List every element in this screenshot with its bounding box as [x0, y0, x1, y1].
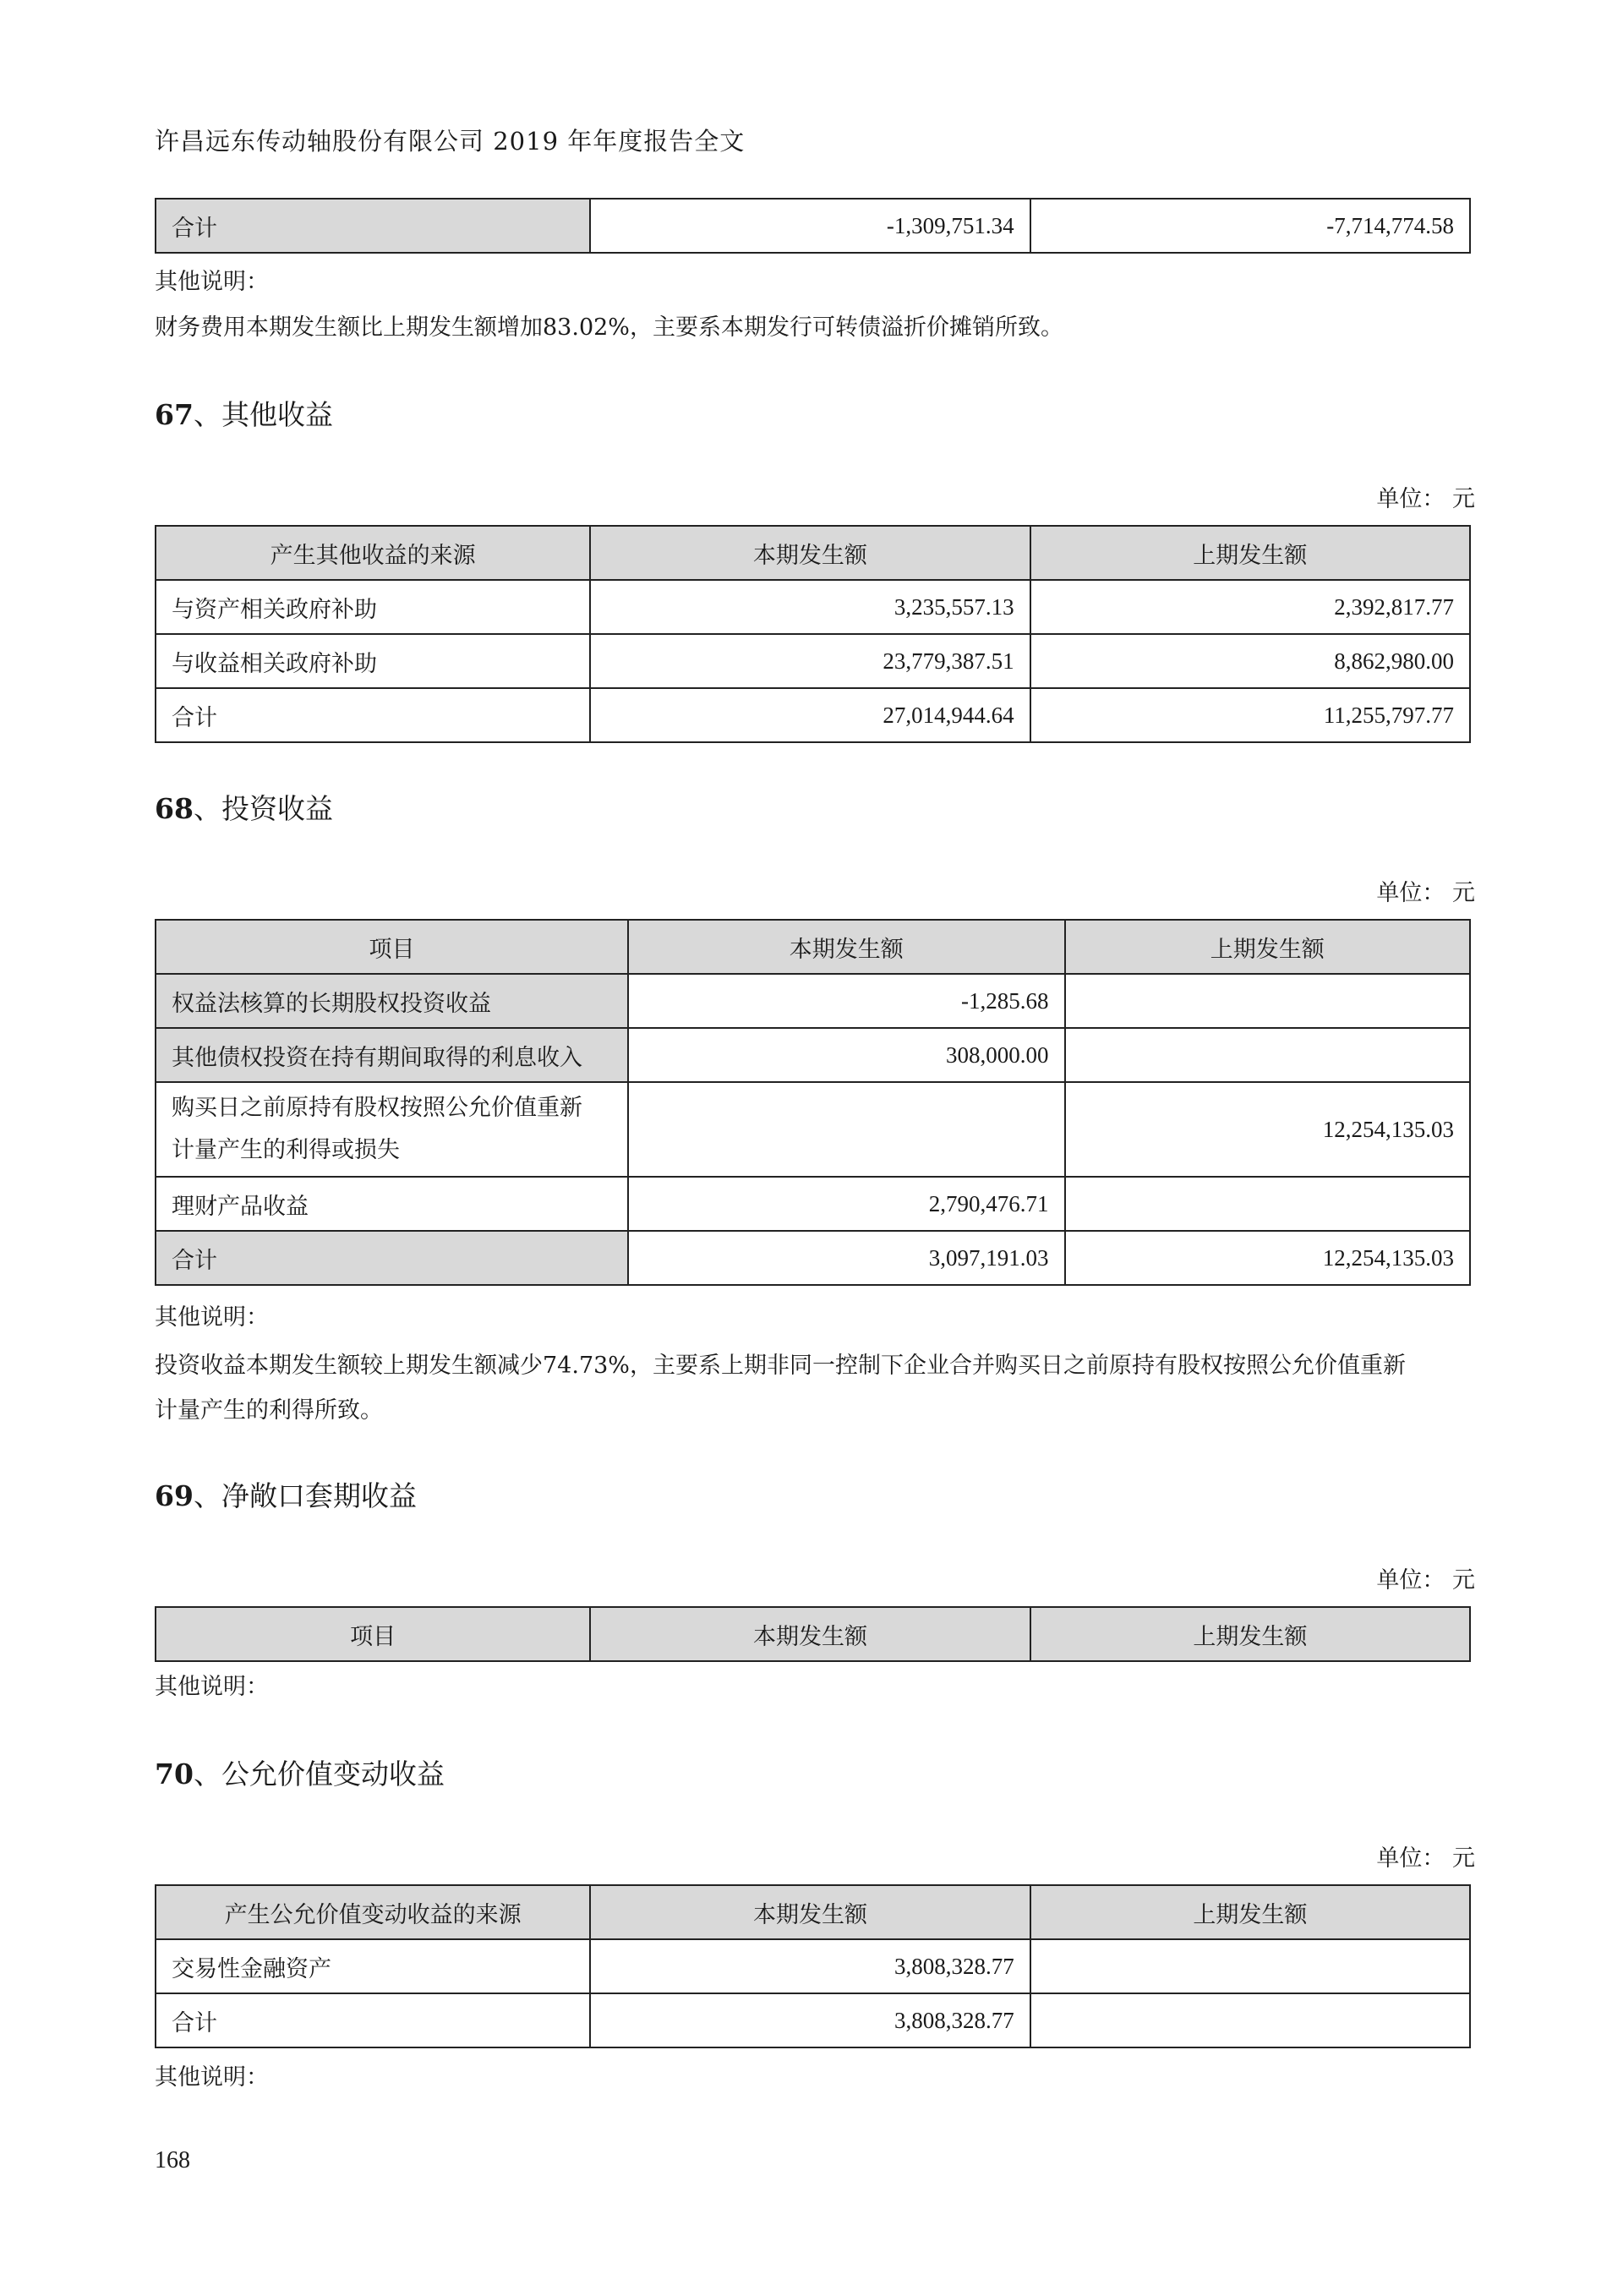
table-row: [156, 688, 1470, 742]
row-label: 权益法核算的长期股权投资收益: [156, 974, 628, 1028]
section-title-text: 、投资收益: [193, 792, 333, 825]
row-label-line: 购买日之前原持有股权按照公允价值重新: [172, 1095, 582, 1121]
table-header-row: [156, 1607, 1470, 1661]
fair-value-change-table: [155, 1884, 1471, 2048]
unit-label: 单位： 元: [1376, 880, 1475, 906]
note-label: 其他说明：: [155, 2064, 269, 2091]
row-label: 交易性金融资产: [156, 1939, 590, 1993]
section-70-title: [155, 1752, 445, 1792]
previous-amount: [1065, 1177, 1471, 1231]
section-69-title: [155, 1474, 417, 1514]
table-row: [156, 199, 1470, 253]
column-header: 本期发生额: [590, 526, 1030, 580]
current-amount: 3,808,328.77: [590, 1939, 1030, 1993]
row-label: 合计: [156, 688, 590, 742]
note-text: 投资收益本期发生额较上期发生额减少74.73%，主要系上期非同一控制下企业合并购买日之前原持有股权按照公允价值重新: [155, 1353, 1406, 1379]
previous-amount: 12,254,135.03: [1065, 1231, 1471, 1285]
note-label: 其他说明：: [155, 269, 269, 295]
section-number: 68: [155, 792, 194, 825]
table-header-row: [156, 526, 1470, 580]
financial-expense-total-table: [155, 198, 1471, 254]
section-number: 69: [155, 1479, 194, 1512]
current-amount: -1,309,751.34: [590, 199, 1030, 253]
unit-label: 单位： 元: [1376, 486, 1475, 512]
other-income-table: [155, 525, 1471, 743]
unit-label: 单位： 元: [1376, 1567, 1475, 1594]
table-row: [156, 1939, 1470, 1993]
current-amount: 3,097,191.03: [628, 1231, 1064, 1285]
current-amount: 27,014,944.64: [590, 688, 1030, 742]
note-text: 计量产生的利得所致。: [155, 1397, 383, 1424]
table-header-row: [156, 920, 1470, 974]
current-amount: 23,779,387.51: [590, 634, 1030, 688]
row-label: [156, 1082, 628, 1177]
table-row: [156, 1993, 1470, 2047]
column-header: 上期发生额: [1065, 920, 1471, 974]
row-label: 理财产品收益: [156, 1177, 628, 1231]
section-title-text: 、公允价值变动收益: [193, 1758, 445, 1790]
section-title-text: 、其他收益: [193, 398, 333, 431]
unit-label: 单位： 元: [1376, 1845, 1475, 1872]
table-row: [156, 1082, 1470, 1177]
previous-amount: 11,255,797.77: [1030, 688, 1470, 742]
column-header: 本期发生额: [590, 1885, 1030, 1939]
column-header: 上期发生额: [1030, 1885, 1470, 1939]
column-header: 本期发生额: [628, 920, 1064, 974]
table-header-row: [156, 1885, 1470, 1939]
row-label: 与资产相关政府补助: [156, 580, 590, 634]
section-number: 67: [155, 398, 194, 431]
previous-amount: [1030, 1993, 1470, 2047]
note-text: 财务费用本期发生额比上期发生额增加83.02%，主要系本期发行可转债溢折价摊销所致。: [155, 314, 1063, 341]
previous-amount: [1065, 974, 1471, 1028]
section-67-title: [155, 393, 333, 433]
previous-amount: 12,254,135.03: [1065, 1082, 1471, 1177]
column-header: 产生公允价值变动收益的来源: [156, 1885, 590, 1939]
table-row: [156, 634, 1470, 688]
previous-amount: 2,392,817.77: [1030, 580, 1470, 634]
row-label: 合计: [156, 1231, 628, 1285]
table-row: [156, 1231, 1470, 1285]
note-label: 其他说明：: [155, 1304, 269, 1331]
investment-income-table: [155, 919, 1471, 1286]
section-title-text: 、净敞口套期收益: [193, 1479, 417, 1512]
current-amount: 308,000.00: [628, 1028, 1064, 1082]
previous-amount: [1065, 1028, 1471, 1082]
column-header: 上期发生额: [1030, 1607, 1470, 1661]
column-header: 项目: [156, 1607, 590, 1661]
report-header: 许昌远东传动轴股份有限公司 2019 年年度报告全文: [155, 127, 746, 156]
current-amount: 3,235,557.13: [590, 580, 1030, 634]
column-header: 本期发生额: [590, 1607, 1030, 1661]
previous-amount: -7,714,774.58: [1030, 199, 1470, 253]
note-label: 其他说明：: [155, 1674, 269, 1700]
row-label: 合计: [156, 1993, 590, 2047]
row-label: 其他债权投资在持有期间取得的利息收入: [156, 1028, 628, 1082]
table-row: [156, 580, 1470, 634]
table-row: [156, 1028, 1470, 1082]
column-header: 项目: [156, 920, 628, 974]
row-label: 与收益相关政府补助: [156, 634, 590, 688]
row-label: 合计: [156, 199, 590, 253]
section-number: 70: [155, 1758, 194, 1790]
hedge-income-table: [155, 1606, 1471, 1662]
previous-amount: [1030, 1939, 1470, 1993]
table-row: [156, 1177, 1470, 1231]
row-label-line: 计量产生的利得或损失: [172, 1137, 400, 1163]
current-amount: [628, 1082, 1064, 1177]
page-number: 168: [155, 2147, 190, 2173]
current-amount: -1,285.68: [628, 974, 1064, 1028]
table-row: [156, 974, 1470, 1028]
section-68-title: [155, 787, 333, 827]
column-header: 产生其他收益的来源: [156, 526, 590, 580]
previous-amount: 8,862,980.00: [1030, 634, 1470, 688]
column-header: 上期发生额: [1030, 526, 1470, 580]
current-amount: 2,790,476.71: [628, 1177, 1064, 1231]
current-amount: 3,808,328.77: [590, 1993, 1030, 2047]
